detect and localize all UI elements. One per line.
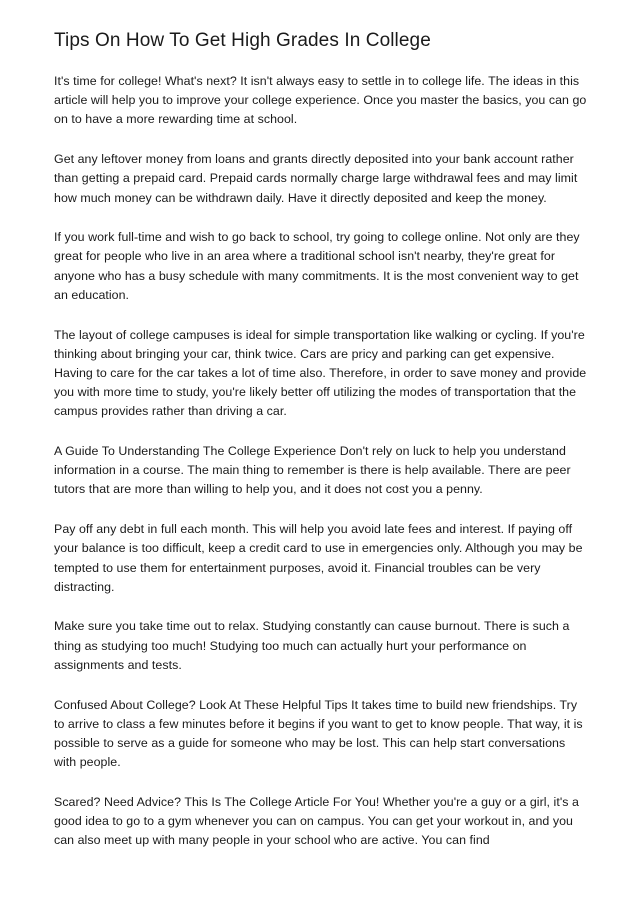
- paragraph-debt: Pay off any debt in full each month. This will help you avoid late fees and interest. If paying off your balance is too difficult, keep a credit card to use in emergencies only. Although you may be tempted to use them for entertainment purposes, avoid it. Financial troubles can be very distracting.: [54, 522, 583, 594]
- paragraph-friendships: Confused About College? Look At These Helpful Tips It takes time to build new friendships. Try to arrive to class a few minutes before it begins if you want to get to know people. That way, it is possible to serve as a guide for someone who may be lost. This can help start conversations with people.: [54, 697, 583, 770]
- paragraph-intro: It's time for college! What's next? It isn't always easy to settle in to college life. The ideas in this article will help you to improve your college experience. Once you master the basics, you can go on to have a more rewarding time at school.: [54, 74, 587, 127]
- paragraph-online-college: If you work full-time and wish to go back to school, try going to college online. Not only are they great for people who live in an area where a traditional school isn't nearby, they're great for anyone who has a busy schedule with many commitments. It is the most convenient way to get an education.: [54, 230, 580, 302]
- paragraph-peer-tutors: A Guide To Understanding The College Experience Don't rely on luck to help you understand information in a course. The main thing to remember is there is help available. There are peer tutors that are more than willing to help you, and it does not cost you a penny.: [54, 444, 571, 497]
- paragraph-gym: Scared? Need Advice? This Is The College Article For You! Whether you're a guy or a girl, it's a good idea to go to a gym whenever you can on campus. You can get your workout in, and you can also meet up with many people in your school who are active. You can find: [54, 794, 579, 848]
- paragraph-campus-transportation: The layout of college campuses is ideal for simple transportation like walking or cycling. If you're thinking about bringing your car, think twice. Cars are pricy and parking can get expensive. Having to care for the car takes a lot of time also. Therefore, in order to save money and provide you with more time to study, you're likely better off utilizing the modes of transportation that the campus provides rather than driving a car.: [54, 327, 587, 419]
- document-title: Tips On How To Get High Grades In College: [54, 30, 431, 51]
- paragraph-relax: Make sure you take time out to relax. Studying constantly can cause burnout. There is such a thing as studying too much! Studying too much can actually hurt your performance on assignments and tests.: [54, 619, 570, 672]
- paragraph-leftover-money: Get any leftover money from loans and grants directly deposited into your bank account rather than getting a prepaid card. Prepaid cards normally charge large withdrawal fees and may limit how much money can be withdrawn daily. Have it directly deposited and keep the money.: [54, 152, 578, 205]
